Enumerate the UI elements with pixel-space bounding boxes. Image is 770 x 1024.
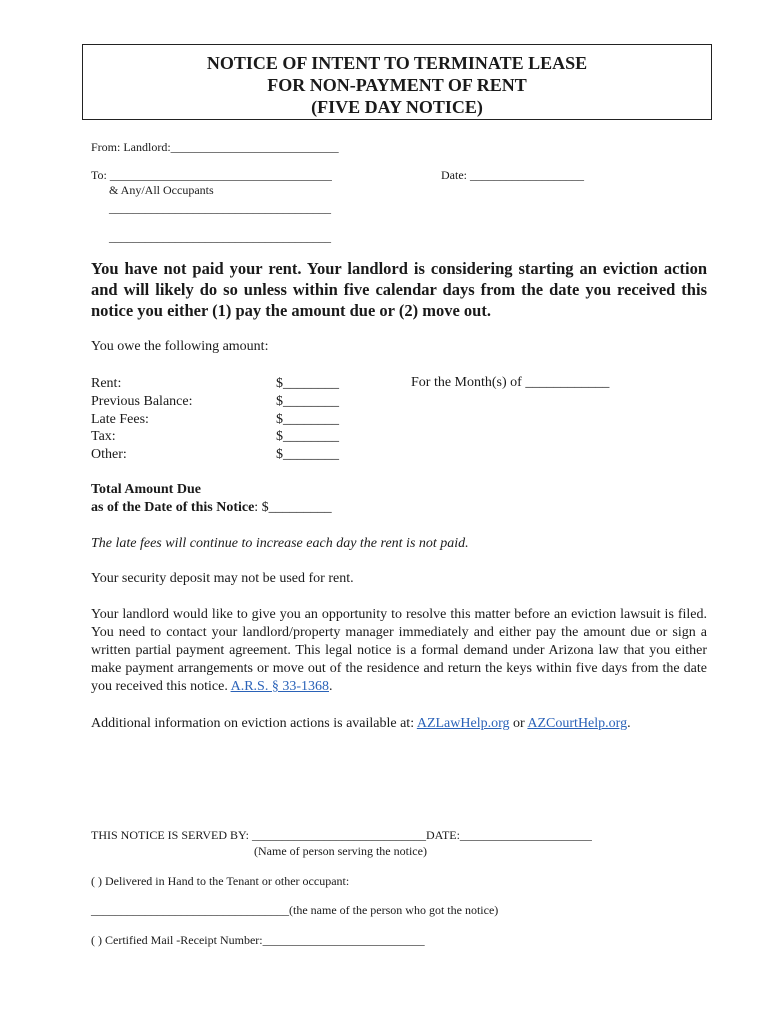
warning-paragraph: You have not paid your rent. Your landlord is considering starting an eviction action and will likely do so unless within five calendar days from the date you received this notice you either (1) pay the amount due or (2) move out.	[91, 259, 707, 320]
deposit-note: Your security deposit may not be used for rent.	[91, 571, 354, 586]
occupant-line-1[interactable]: _____________________________________	[109, 201, 331, 215]
tax-value-field[interactable]: $________	[276, 429, 339, 445]
title-line-3: (FIVE DAY NOTICE)	[311, 97, 483, 117]
amount-intro: You owe the following amount:	[91, 339, 269, 354]
additional-or: or	[509, 716, 528, 731]
rent-label: Rent:	[91, 376, 122, 391]
resolution-end: .	[328, 679, 333, 694]
other-label: Other:	[91, 447, 127, 463]
title-line-1: NOTICE OF INTENT TO TERMINATE LEASE	[206, 53, 588, 73]
served-by-field[interactable]: THIS NOTICE IS SERVED BY: _____________________________DATE:______________________	[91, 828, 592, 842]
previous-balance-label: Previous Balance:	[91, 393, 193, 409]
recipient-name-field[interactable]: _________________________________(the name of the person who got the notice)	[91, 903, 499, 917]
azcourthelp-link[interactable]: AZCourtHelp.org	[527, 716, 628, 731]
total-line	[91, 500, 332, 516]
months-field[interactable]: For the Month(s) of ____________	[411, 375, 610, 390]
occupants-label: & Any/All Occupants	[109, 183, 214, 197]
delivered-in-hand-option[interactable]: ( ) Delivered in Hand to the Tenant or other occupant:	[91, 874, 350, 888]
certified-mail-option[interactable]: ( ) Certified Mail -Receipt Number:___________________________	[91, 933, 425, 947]
late-fees-note: The late fees will continue to increase each day the rent is not paid.	[91, 536, 469, 551]
rent-value-field[interactable]: $________	[276, 376, 339, 391]
additional-info	[91, 716, 631, 732]
additional-end: .	[627, 716, 631, 731]
previous-balance-value-field[interactable]: $________	[276, 393, 339, 409]
statute-link[interactable]: A.R.S. § 33-1368	[230, 679, 329, 694]
other-value-field[interactable]: $________	[276, 447, 339, 463]
notice-title	[82, 44, 712, 120]
resolution-text: Your landlord would like to give you an opportunity to resolve this matter before an eviction lawsuit is filed. You need to contact your landlord/property manager immediately and either pay the amount due or sign a written partial payment agreement. This legal notice is a formal demand under Arizona law that you either make payment arrangements or move out of the residence and return the keys within five days from the date you received this notice.	[91, 607, 707, 694]
total-amount-field[interactable]: : $_________	[254, 500, 332, 515]
title-line-2: FOR NON-PAYMENT OF RENT	[267, 75, 527, 95]
server-name-caption: (Name of person serving the notice)	[254, 844, 427, 858]
occupant-line-2[interactable]: _____________________________________	[109, 230, 331, 244]
to-field[interactable]: To: _____________________________________	[91, 168, 332, 182]
tax-label: Tax:	[91, 429, 116, 445]
total-heading: Total Amount Due	[91, 482, 201, 497]
late-fees-label: Late Fees:	[91, 411, 149, 427]
azlawhelp-link[interactable]: AZLawHelp.org	[416, 716, 510, 731]
late-fees-value-field[interactable]: $________	[276, 411, 339, 427]
additional-text: Additional information on eviction actions is available at:	[91, 716, 417, 731]
amount-values	[276, 375, 339, 464]
total-date-label: as of the Date of this Notice	[91, 500, 255, 515]
from-landlord-field[interactable]: From: Landlord:____________________________	[91, 140, 339, 154]
amount-labels	[91, 375, 192, 464]
date-field[interactable]: Date: ___________________	[441, 168, 584, 182]
resolution-paragraph	[91, 606, 707, 696]
